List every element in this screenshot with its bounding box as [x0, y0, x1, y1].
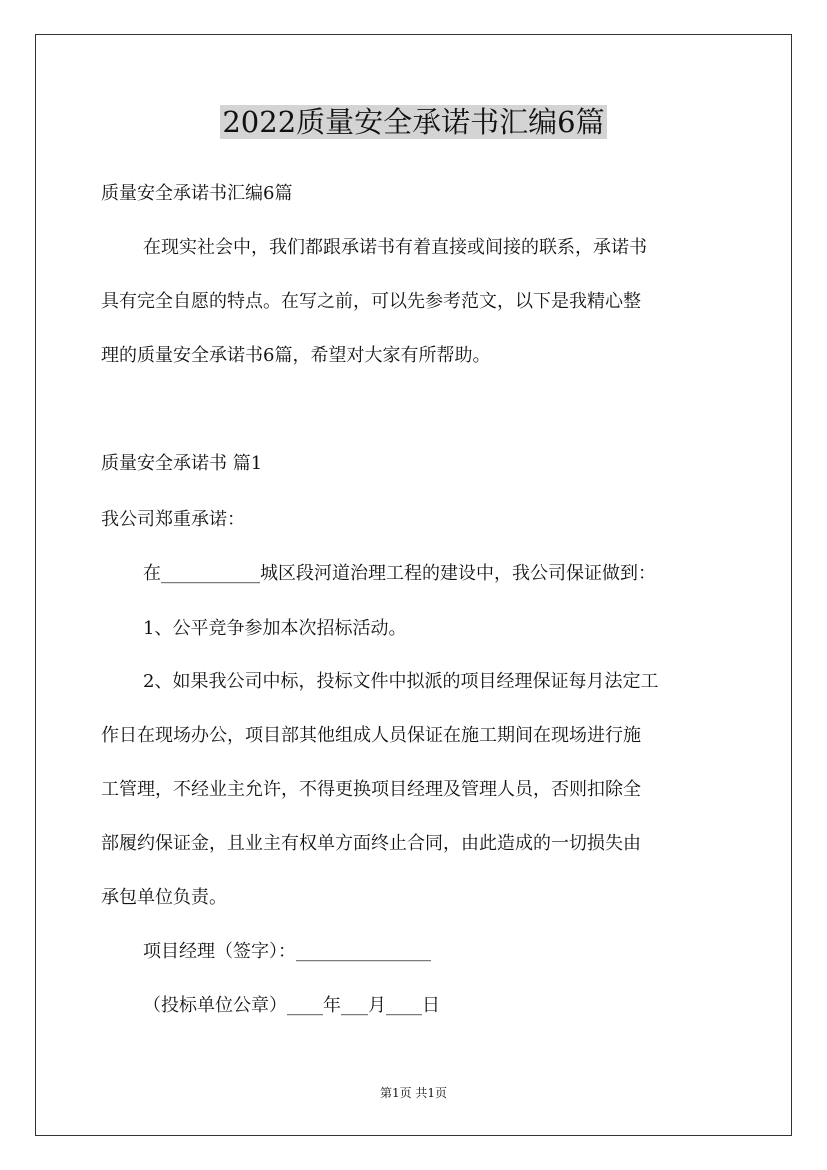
pledge-line: 我公司郑重承诺： [101, 509, 245, 530]
intro-line-2: 具有完全自愿的特点。在写之前，可以先参考范文，以下是我精心整 [101, 291, 641, 312]
commitment-item-2-line-1: 2、如果我公司中标，投标文件中拟派的项目经理保证每月法定工 [143, 671, 659, 692]
section-heading: 质量安全承诺书 篇1 [101, 453, 263, 474]
commitment-item-2-line-4: 部履约保证金，且业主有权单方面终止合同，由此造成的一切损失由 [101, 833, 641, 854]
document-subtitle: 质量安全承诺书汇编6篇 [101, 183, 293, 204]
commitment-item-1: 1、公平竞争参加本次招标活动。 [143, 618, 407, 639]
document-title-text: 2022质量安全承诺书汇编6篇 [222, 105, 605, 139]
commitment-item-2-line-2: 作日在现场办公，项目部其他组成人员保证在施工期间在现场进行施 [101, 725, 641, 746]
commitment-item-2-line-3: 工管理，不经业主允许，不得更换项目经理及管理人员，否则扣除全 [101, 779, 641, 800]
document-title [0, 100, 827, 144]
commitment-item-2-line-5: 承包单位负责。 [101, 887, 227, 908]
project-line: 在___________城区段河道治理工程的建设中，我公司保证做到： [143, 563, 656, 584]
seal-date-line: （投标单位公章）____年___月____日 [143, 995, 440, 1016]
intro-line-1: 在现实社会中，我们都跟承诺书有着直接或间接的联系，承诺书 [143, 237, 647, 258]
manager-signature-line: 项目经理（签字）：_______________ [143, 941, 431, 962]
intro-line-3: 理的质量安全承诺书6篇，希望对大家有所帮助。 [101, 345, 491, 366]
page-number-footer: 第1页 共1页 [379, 1086, 448, 1100]
